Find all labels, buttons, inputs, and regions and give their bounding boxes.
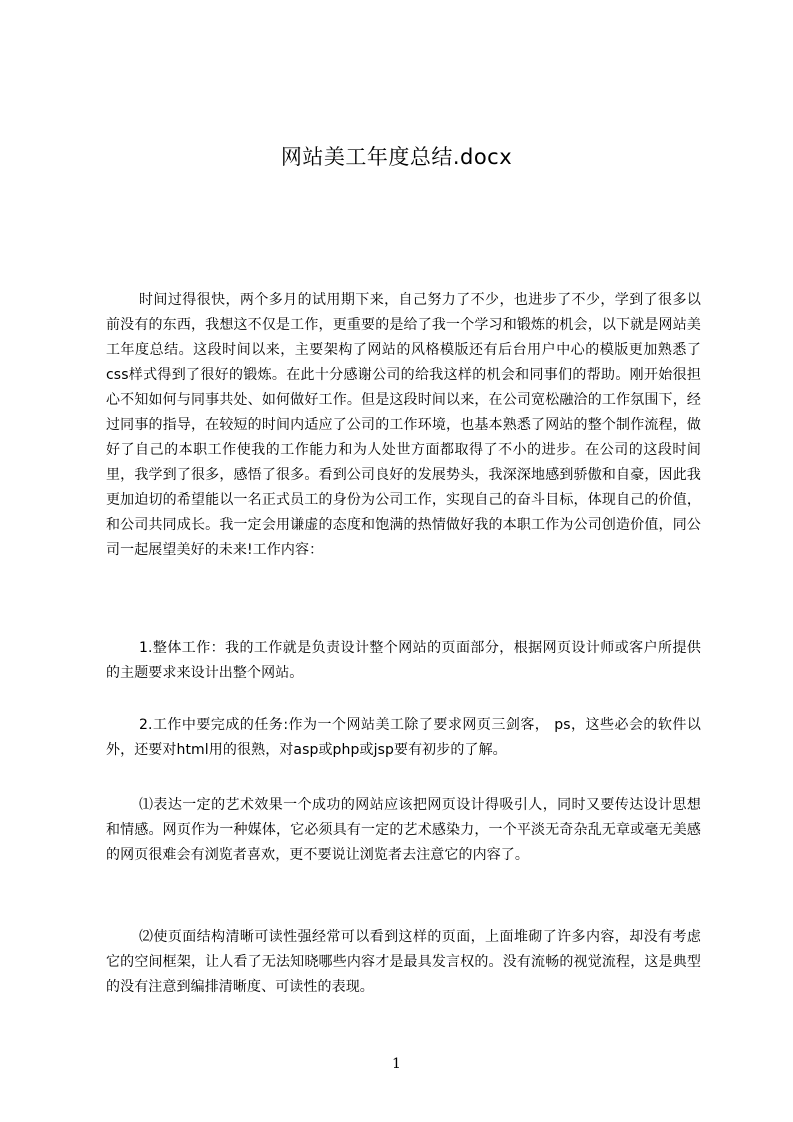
page-number: 1	[392, 1056, 401, 1072]
paragraph-tasks: 2.工作中要完成的任务:作为一个网站美工除了要求网页三剑客， ps，这些必会的软件以外，还要对html用的很熟，对asp或php或jsp要有初步的了解。	[106, 717, 701, 758]
paragraph-page-structure: ⑵使页面结构清晰可读性强经常可以看到这样的页面，上面堆砌了许多内容，却没有考虑它的空间框架，让人看了无法知晓哪些内容才是最具发言权的。没有流畅的视觉流程，这是典型的没有注意到编排清晰度、可读性的表现。	[106, 929, 701, 995]
paragraph-overall-work: 1.整体工作：我的工作就是负责设计整个网站的页面部分，根据网页设计师或客户所提供的主题要求来设计出整个网站。	[106, 640, 701, 681]
paragraph-intro: 时间过得很快，两个多月的试用期下来，自己努力了不少，也进步了不少，学到了很多以前没有的东西，我想这不仅是工作，更重要的是给了我一个学习和锻炼的机会，以下就是网站美工年度总结。这段时间以来，主要架构了网站的风格模版还有后台用户中心的模版更加熟悉了css样式得到了很好的锻炼。在此十分感谢公司的给我这样的机会和同事们的帮助。刚开始很担心不知如何与同事共处、如何做好工作。但是这段时间以来，在公司宽松融洽的工作氛围下，经过同事的指导，在较短的时间内适应了公司的工作环境，也基本熟悉了网站的整个制作流程，做好了自己的本职工作使我的工作能力和为人处世方面都取得了不小的进步。在公司的这段时间里，我学到了很多，感悟了很多。看到公司良好的发展势头，我深深地感到骄傲和自豪，因此我更加迫切的希望能以一名正式员工的身份为公司工作，实现自己的奋斗目标，体现自己的价值，和公司共同成长。我一定会用谦虚的态度和饱满的热情做好我的本职工作为公司创造价值，同公司一起展望美好的未来!工作内容：	[106, 292, 701, 558]
paragraph-artistic-effect: ⑴表达一定的艺术效果一个成功的网站应该把网页设计得吸引人，同时又要传达设计思想和情感。网页作为一种媒体，它必须具有一定的艺术感染力，一个平淡无奇杂乱无章或毫无美感的网页很难会有浏览者喜欢，更不要说让浏览者去注意它的内容了。	[106, 797, 701, 863]
document-title: 网站美工年度总结.docx	[280, 145, 513, 169]
